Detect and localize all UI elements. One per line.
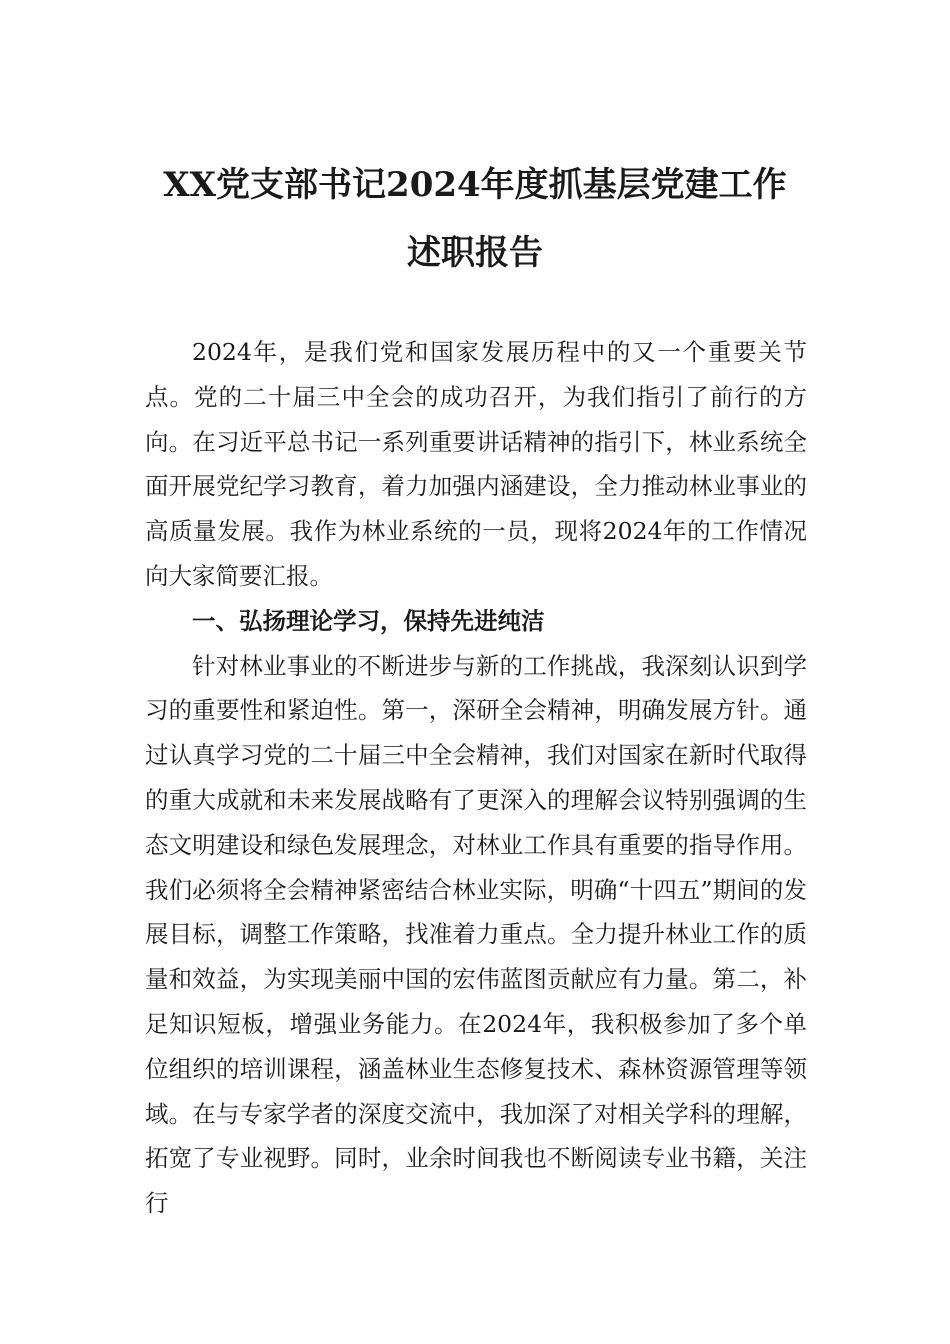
intro-paragraph: 2024年，是我们党和国家发展历程中的又一个重要关节点。党的二十届三中全会的成功召开，为我们指引了前行的方向。在习近平总书记一系列重要讲话精神的指引下，林业系统全面开展党纪学习教育，着力加强内涵建设，全力推动林业事业的高质量发展。我作为林业系统的一员，现将2024年的工作情况向大家简要汇报。 xyxy=(145,338,807,590)
document-title-line-2: 述职报告 xyxy=(407,233,543,273)
section-1-heading: 一、弘扬理论学习，保持先进纯洁 xyxy=(192,606,545,635)
section-1-paragraph: 针对林业事业的不断进步与新的工作挑战，我深刻认识到学习的重要性和紧迫性。第一，深研全会精神，明确发展方针。通过认真学习党的二十届三中全会精神，我们对国家在新时代取得的重大成就和未来发展战略有了更深入的理解会议特别强调的生态文明建设和绿色发展理念，对林业工作具有重要的指导作用。我们必须将全会精神紧密结合林业实际，明确“十四五”期间的发展目标，调整工作策略，找准着力重点。全力提升林业工作的质量和效益，为实现美丽中国的宏伟蓝图贡献应有力量。第二，补足知识短板，增强业务能力。在2024年，我积极参加了多个单位组织的培训课程，涵盖林业生态修复技术、森林资源管理等领域。在与专家学者的深度交流中，我加深了对相关学科的理解，拓宽了专业视野。同时，业余时间我也不断阅读专业书籍，关注行 xyxy=(145,651,807,1218)
document-body xyxy=(145,330,807,1226)
document-title-line-1: XX党支部书记2024年度抓基层党建工作 xyxy=(163,165,787,205)
